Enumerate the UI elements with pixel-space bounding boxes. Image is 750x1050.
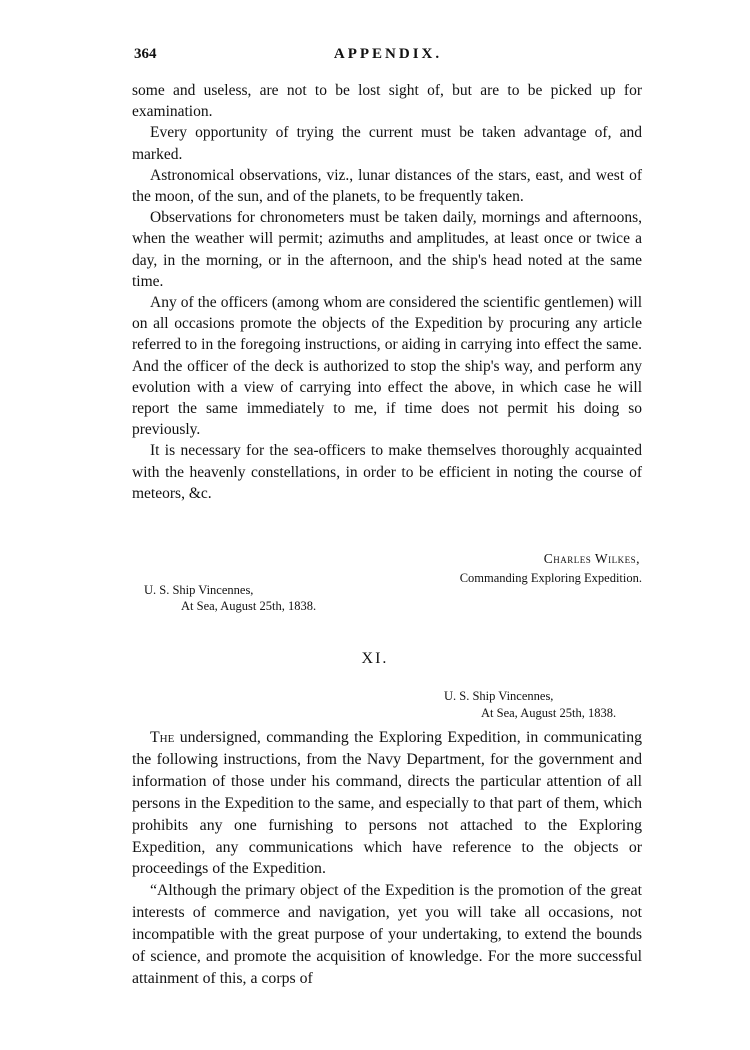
section-paragraph-2: “Although the primary object of the Expedition is the promotion of the great interests of commerce and navigation, yet you will take all occasions, not incompatible with the great purpose of your undertaking, to extend the bounds of science, and promote the acquisition of knowledge. For the more successful attainment of this, a corps of bbox=[132, 882, 642, 987]
paragraph-constellations: It is necessary for the sea-officers to make themselves thoroughly acquainted with the heavenly constellations, in order to be efficient in noting the course of meteors, &c. bbox=[132, 442, 642, 502]
page-number: 364 bbox=[134, 46, 157, 62]
first-word: The bbox=[150, 729, 175, 746]
section-dateline-date: At Sea, August 25th, 1838. bbox=[481, 706, 617, 720]
running-head: APPENDIX. bbox=[333, 46, 443, 62]
paragraph-astronomical: Astronomical observations, viz., lunar distances of the stars, east, and west of the moon, of the sun, and of the planets, to be frequently taken. bbox=[132, 166, 642, 206]
paragraph-continued: some and useless, are not to be lost sight of, but are to be picked up for examination. bbox=[132, 82, 642, 121]
dateline-place: U. S. Ship Vincennes, bbox=[144, 583, 254, 597]
dateline-date: At Sea, August 25th, 1838. bbox=[181, 599, 317, 613]
signature-title: Commanding Exploring Expedition. bbox=[459, 571, 642, 585]
section-heading: XI. bbox=[361, 650, 389, 667]
paragraph-current: Every opportunity of trying the current must be taken advantage of, and marked. bbox=[132, 124, 642, 163]
signature-name: Charles Wilkes, bbox=[543, 551, 640, 566]
section-paragraph-1 bbox=[132, 727, 642, 880]
section-paragraph-1-text: undersigned, commanding the Exploring Expedition, in communicating the following instructions, from the Navy Department, for the government and information of those under his command, directs the particular attention of all persons in the Expedition to the same, and especially to that part of them, which prohibits any one furnishing to persons not attached to the Exploring Expedition, any communications which have reference to the objects or proceedings of the Expedition. bbox=[132, 729, 642, 878]
top-text-block bbox=[132, 80, 642, 504]
paragraph-chronometers: Observations for chronometers must be taken daily, mornings and afternoons, when the weather will permit; azimuths and amplitudes, at least once or twice a day, in the morning, or in the afternoon, and the ship's head noted at the same time. bbox=[132, 209, 642, 290]
section-dateline-place: U. S. Ship Vincennes, bbox=[444, 689, 554, 703]
section-text-block bbox=[132, 727, 642, 990]
paragraph-officers: Any of the officers (among whom are considered the scientific gentlemen) will on all occasions promote the objects of the Expedition by procuring any article referred to in the foregoing instructions, or aiding in carrying into effect the same. And the officer of the deck is authorized to stop the ship's way, and perform any evolution with a view of carrying into effect the above, in which case he will report the same immediately to me, if time does not permit his doing so previously. bbox=[132, 294, 642, 439]
page-header bbox=[134, 46, 642, 70]
